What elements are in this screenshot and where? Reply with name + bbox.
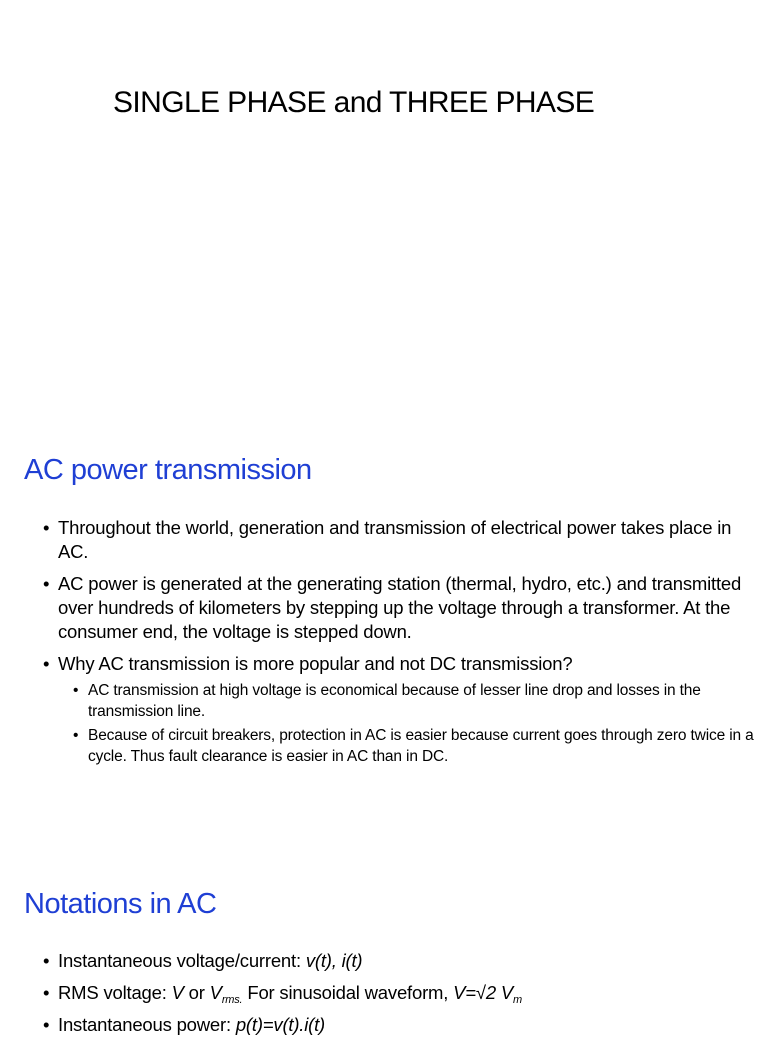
bullet-text: AC power is generated at the generating station (thermal, hydro, etc.) and transmitted over hundreds of kilometers by stepping up the voltage through a transformer. At the consumer end, the voltage is stepped down.: [58, 573, 742, 642]
sub-bullet-text: AC transmission at high voltage is economical because of lesser line drop and losses in the transmission line.: [88, 682, 701, 720]
slide-ac-power-transmission: [0, 430, 768, 850]
list-item: [43, 949, 758, 973]
list-item: [43, 572, 758, 644]
notation-text: For sinusoidal waveform,: [242, 982, 454, 1003]
bullet-icon: •: [43, 1014, 50, 1035]
bullet-text: Why AC transmission is more popular and not DC transmission?: [58, 653, 573, 674]
notation-subscript: m: [513, 994, 522, 1006]
slide-title-page: [0, 0, 768, 420]
bullet-list: [43, 516, 758, 775]
bullet-icon: •: [73, 727, 79, 744]
list-item: [43, 516, 758, 564]
bullet-icon: •: [43, 982, 50, 1003]
list-item: [43, 1013, 758, 1037]
notation-symbol: V: [171, 982, 184, 1003]
notation-value: v(t), i(t): [305, 950, 363, 971]
slide-title: SINGLE PHASE and THREE PHASE: [113, 86, 595, 119]
notation-subscript: rms.: [221, 994, 243, 1006]
section-heading: AC power transmission: [24, 454, 312, 486]
list-item: [43, 981, 758, 1005]
slide-notations-in-ac: [0, 860, 768, 1035]
bullet-icon: •: [43, 573, 50, 594]
notation-label: Instantaneous power:: [58, 1014, 236, 1035]
sub-bullet-text: Because of circuit breakers, protection in AC is easier because current goes through zero twice in a cycle. Thus fault clearance is easier in AC than in DC.: [88, 727, 754, 765]
notation-label: Instantaneous voltage/current:: [58, 950, 306, 971]
bullet-text: Throughout the world, generation and transmission of electrical power takes place in AC.: [58, 517, 732, 562]
notation-value: p(t)=v(t).i(t): [235, 1014, 326, 1035]
notation-symbol: V: [209, 982, 222, 1003]
bullet-icon: •: [73, 682, 79, 699]
list-item: [43, 652, 758, 767]
bullet-icon: •: [43, 653, 50, 674]
section-heading: Notations in AC: [24, 888, 217, 920]
sub-list-item: [73, 725, 758, 767]
sub-bullet-list: [58, 680, 758, 767]
notation-formula: V=√2 V: [453, 982, 513, 1003]
bullet-icon: •: [43, 950, 50, 971]
bullet-list: [43, 949, 758, 1045]
sub-list-item: [73, 680, 758, 722]
bullet-icon: •: [43, 517, 50, 538]
notation-connector: or: [183, 982, 210, 1003]
notation-label: RMS voltage:: [58, 982, 172, 1003]
